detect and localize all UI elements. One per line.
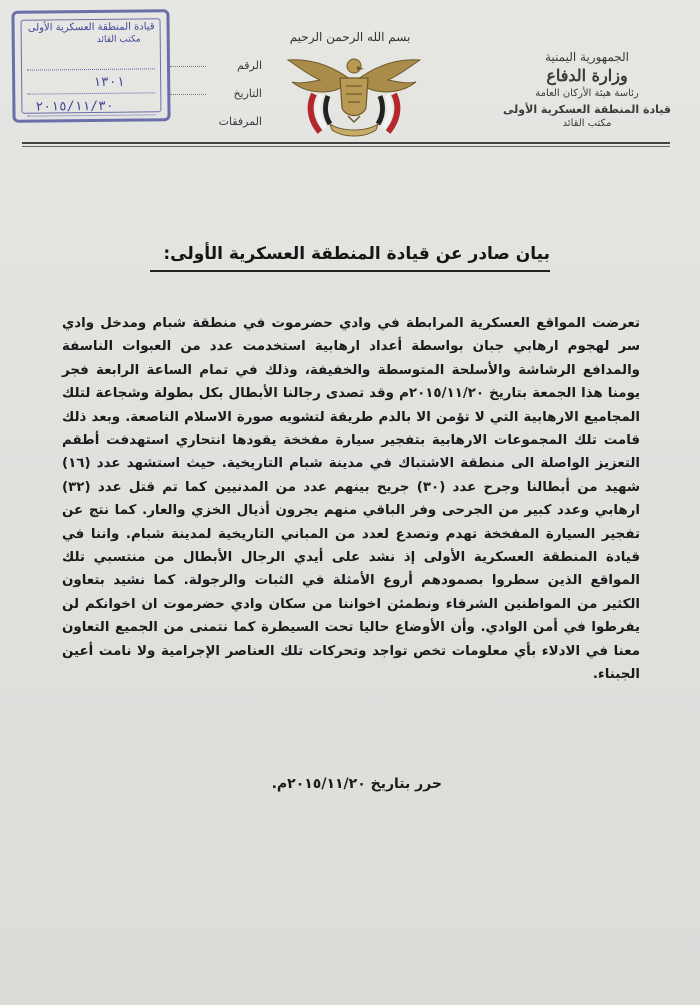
statement-body: تعرضت المواقع العسكرية المرابطة في وادي حضرموت في منطقة شبام ومدخل وادي سر لهجوم ارهابي جبان بواسطة أعداد ارهابية استخدمت عدد من العبوات الناسفة والمدافع الرشاشة والأسلحة المتوسطة والخفيفة، وذلك في تمام الساعة الرابعة فجر يومنا هذا الجمعة بتاريخ ٢٠١٥/١١/٢٠م وقد تصدى رجالنا الأبطال بكل بطولة وشجاعة لتلك المجاميع الارهابية التي لا تؤمن الا بالدم طريقة لتشويه صورة الاسلام الناصعة. وبعد ذلك قامت تلك المجموعات الارهابية بتفجير سيارة مفخخة يقودها انتحاري استهدفت أطقم التعزيز الواصلة الى منطقة الاشتباك في مدينة شبام التاريخية. حيث استشهد عدد (١٦) شهيد من أبطالنا وجرح عدد (٣٠) جريح بينهم عدد من المدنيين كما تم قتل عدد (٣٢) ارهابي وعدد كبير من الجرحى وفر الباقي منهم يجرون أذيال الخزي والعار. كما نتج عن تفجير السيارة المفخخة تهدم وتصدع لعدد من المباني التاريخية لمدينة شبام. واننا في قيادة المنطقة العسكرية الأولى إذ نشد على أيدي الرجال الأبطال من منتسبي تلك المواقع الذين سطروا بصمودهم أروع الأمثلة في الثبات والرجولة. كما نشيد بتعاون الكثير من المواطنين الشرفاء ونطمئن اخواننا من سكان وادي حضرموت ان اخوانكم لن يفرطوا في أمن الوادي. وأن الأوضاع حاليا تحت السيطرة كما نتمنى من الجميع التعاون معنا في الادلاء بأي معلومات تخص تواجد وتحركات تلك العناصر الإجرامية ولا نامت أعين الجبناء. [62,316,640,683]
ministry-heading [502,50,672,129]
office-name: مكتب القائد [562,118,612,129]
reference-labels [202,52,262,136]
statement-title: بيان صادر عن قيادة المنطقة العسكرية الأولى: [163,244,550,264]
ref-attachments-label: المرفقات [218,115,262,128]
stamp-office: مكتب القائد [96,34,141,45]
staff-name: رئاسة هيئة الأركان العامة [535,88,639,99]
command-name: قيادة المنطقة العسكرية الأولى [503,103,671,116]
title-underline [150,270,550,272]
office-stamp [11,9,170,123]
stamp-title: قيادة المنطقة العسكرية الأولى [27,21,155,34]
eagle-emblem-icon [284,48,424,142]
stamp-date: ٢٠١٥/١١/٣٠ [35,98,114,115]
closing-date: حرر بتاريخ ٢٠١٥/١١/٢٠م. [271,776,442,792]
header-divider [22,142,670,144]
basmala: بسم الله الرحمن الرحيم [289,30,411,44]
ministry-name: وزارة الدفاع [546,66,628,85]
ref-number-label: الرقم [236,59,262,72]
ref-date-label: التاريخ [233,87,262,100]
stamp-number: ١٣٠١ [93,74,125,90]
republic-name: الجمهورية اليمنية [544,50,629,64]
